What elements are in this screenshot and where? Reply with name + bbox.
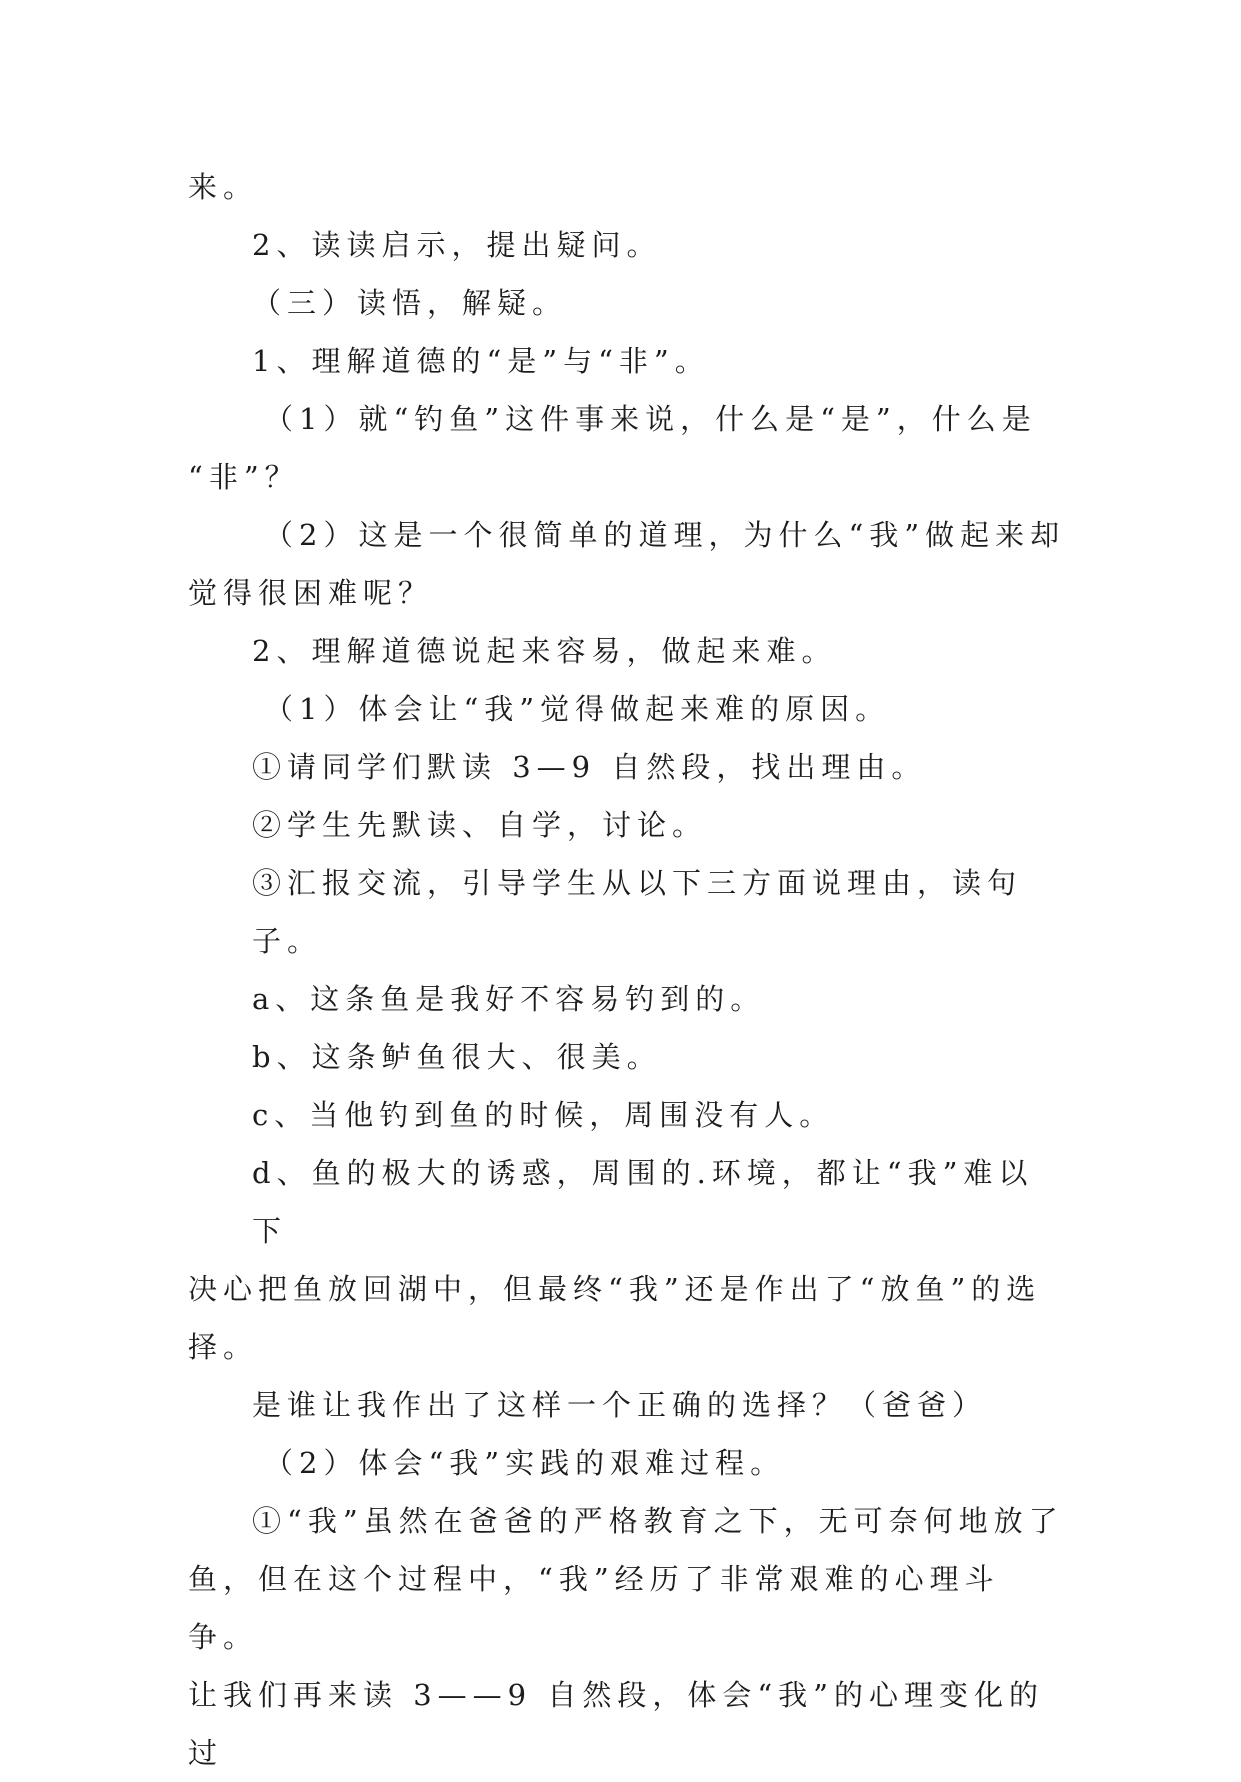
text-line-question-1: （1）就“钓鱼”这件事来说，什么是“是”，什么是 (264, 402, 1037, 436)
text-line-point-b: b、这条鲈鱼很大、很美。 (252, 1040, 662, 1074)
text-line-step-2: 2、读读启示，提出疑问。 (252, 228, 662, 262)
text-line-question-2-cont: 觉得很困难呢？ (188, 576, 434, 610)
text-line-point-d-cont-2: 择。 (188, 1330, 259, 1364)
section-heading-3: （三）读悟，解疑。 (252, 286, 568, 320)
text-line-point-d: d、鱼的极大的诱惑，周围的.环境，都让“我”难以下 (252, 1156, 1034, 1248)
text-line-point-a: a、这条鱼是我好不容易钓到的。 (252, 982, 766, 1016)
text-line-item-1: 1、理解道德的“是”与“非”。 (252, 344, 710, 378)
text-line-sub-2: （2）体会“我”实践的艰难过程。 (264, 1446, 786, 1480)
text-line-continuation: 来。 (188, 170, 259, 204)
text-line-item-2: 2、理解道德说起来容易，做起来难。 (252, 634, 837, 668)
text-line-question-2: （2）这是一个很简单的道理，为什么“我”做起来却 (264, 518, 1066, 552)
text-line-circle-1b-cont-1: 鱼，但在这个过程中，“我”经历了非常艰难的心理斗争。 (188, 1562, 1000, 1654)
text-line-circle-1b: ①“我”虽然在爸爸的严格教育之下，无可奈何地放了 (252, 1504, 1064, 1538)
text-line-question-1-cont: “非”？ (188, 460, 300, 494)
text-line-question-who: 是谁让我作出了这样一个正确的选择？（爸爸） (252, 1388, 988, 1422)
text-line-circle-1: ①请同学们默读 3—9 自然段，找出理由。 (252, 750, 927, 784)
text-line-sub-1: （1）体会让“我”觉得做起来难的原因。 (264, 692, 891, 726)
text-line-point-d-cont-1: 决心把鱼放回湖中，但最终“我”还是作出了“放鱼”的选 (188, 1272, 1042, 1306)
text-line-circle-2: ②学生先默读、自学，讨论。 (252, 808, 708, 842)
document-body (188, 158, 1068, 1782)
text-line-circle-1b-cont-2: 让我们再来读 3——9 自然段，体会“我”的心理变化的过 (188, 1678, 1044, 1770)
text-line-point-c: c、当他钓到鱼的时候，周围没有人。 (252, 1098, 835, 1132)
text-line-circle-3: ③汇报交流，引导学生从以下三方面说理由，读句子。 (252, 866, 1023, 958)
